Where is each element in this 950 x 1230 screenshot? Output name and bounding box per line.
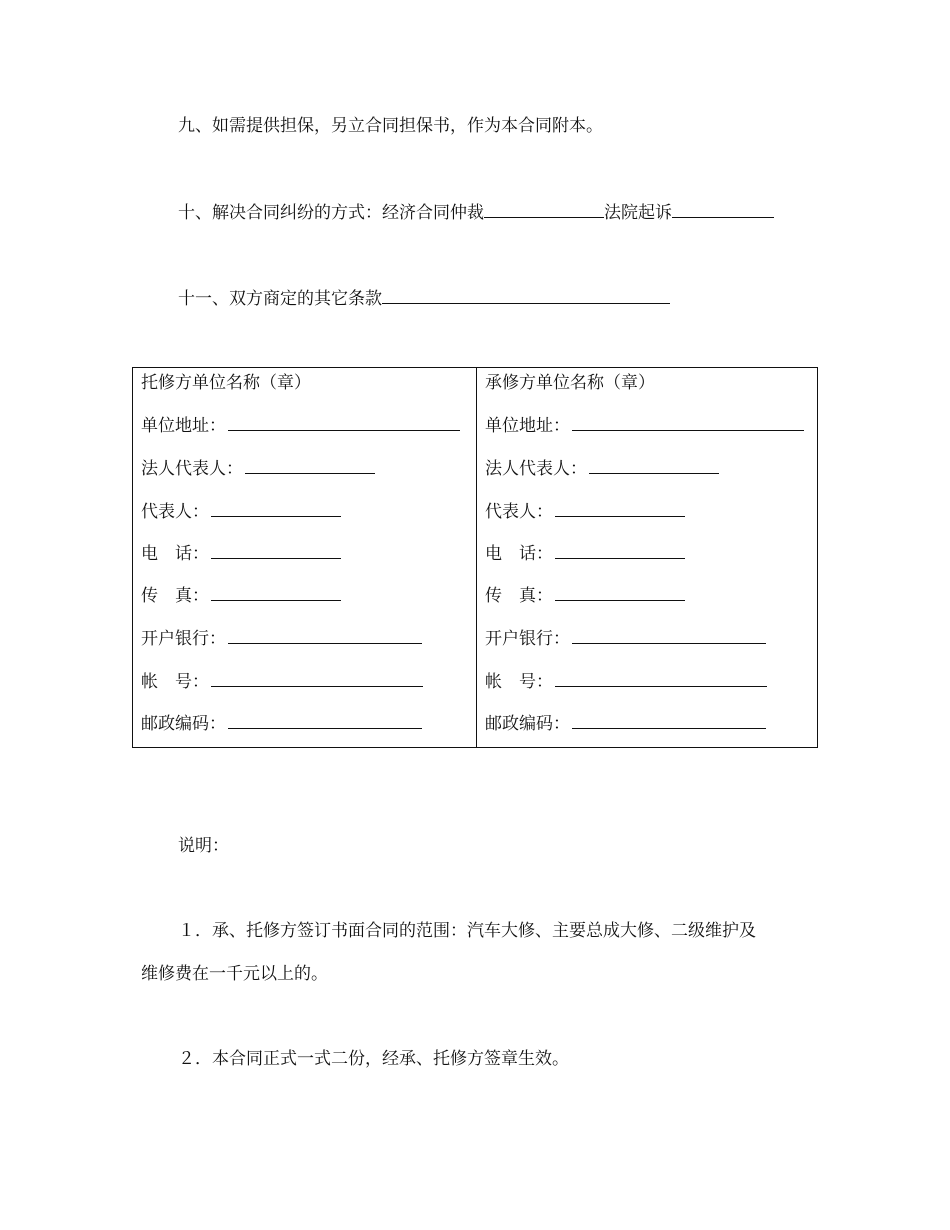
note-1-text-b: 维修费在一千元以上的。 xyxy=(141,964,328,984)
note-1-line-2 xyxy=(141,963,328,985)
notes-heading xyxy=(178,835,229,857)
left-postcode-field[interactable] xyxy=(228,712,422,729)
left-phone-row xyxy=(141,542,341,565)
left-bank-field[interactable] xyxy=(228,627,422,644)
party-info-table xyxy=(132,367,818,748)
left-account-row xyxy=(141,670,423,693)
notes-heading-text: 说明： xyxy=(178,836,229,856)
right-address-row xyxy=(485,414,804,437)
right-postcode-label: 邮政编码： xyxy=(485,714,570,734)
right-title xyxy=(485,372,655,394)
left-bank-row xyxy=(141,627,422,650)
right-bank-field[interactable] xyxy=(572,627,766,644)
clause-10-text-a: 十、解决合同纠纷的方式：经济合同仲裁 xyxy=(178,203,484,223)
left-fax-row xyxy=(141,584,341,607)
court-blank[interactable] xyxy=(672,200,774,218)
right-postcode-row xyxy=(485,712,766,735)
left-rep-field[interactable] xyxy=(211,500,341,517)
right-rep-row xyxy=(485,500,685,523)
note-1-text-a: １．承、托修方签订书面合同的范围：汽车大修、主要总成大修、二级维护及 xyxy=(178,921,756,941)
left-postcode-label: 邮政编码： xyxy=(141,714,226,734)
right-address-field[interactable] xyxy=(572,414,804,431)
right-account-row xyxy=(485,670,767,693)
left-rep-row xyxy=(141,500,341,523)
left-address-row xyxy=(141,414,460,437)
left-phone-field[interactable] xyxy=(211,542,341,559)
right-rep-label: 代表人： xyxy=(485,502,553,522)
right-legal-rep-field[interactable] xyxy=(589,457,719,474)
left-address-label: 单位地址： xyxy=(141,416,226,436)
right-fax-field[interactable] xyxy=(555,584,685,601)
right-fax-label: 传 真： xyxy=(485,586,553,606)
other-terms-blank[interactable] xyxy=(382,286,670,304)
left-fax-field[interactable] xyxy=(211,584,341,601)
right-account-field[interactable] xyxy=(555,670,767,687)
right-phone-row xyxy=(485,542,685,565)
arbitration-blank[interactable] xyxy=(484,200,604,218)
right-phone-field[interactable] xyxy=(555,542,685,559)
right-legal-rep-row xyxy=(485,457,719,480)
right-postcode-field[interactable] xyxy=(572,712,766,729)
right-address-label: 单位地址： xyxy=(485,416,570,436)
clause-10-text-b: 法院起诉 xyxy=(604,203,672,223)
left-rep-label: 代表人： xyxy=(141,502,209,522)
note-2-text: ２．本合同正式一式二份，经承、托修方签章生效。 xyxy=(178,1049,569,1069)
right-title-text: 承修方单位名称（章） xyxy=(485,373,655,393)
left-account-field[interactable] xyxy=(211,670,423,687)
clause-10 xyxy=(178,200,774,224)
left-legal-rep-label: 法人代表人： xyxy=(141,459,243,479)
left-legal-rep-row xyxy=(141,457,375,480)
left-title xyxy=(141,372,311,394)
clause-11-text: 十一、双方商定的其它条款 xyxy=(178,289,382,309)
left-account-label: 帐 号： xyxy=(141,672,209,692)
right-account-label: 帐 号： xyxy=(485,672,553,692)
left-postcode-row xyxy=(141,712,422,735)
left-address-field[interactable] xyxy=(228,414,460,431)
right-rep-field[interactable] xyxy=(555,500,685,517)
clause-11 xyxy=(178,286,670,310)
right-legal-rep-label: 法人代表人： xyxy=(485,459,587,479)
clause-9-text: 九、如需提供担保，另立合同担保书，作为本合同附本。 xyxy=(178,116,603,136)
right-bank-row xyxy=(485,627,766,650)
left-title-text: 托修方单位名称（章） xyxy=(141,373,311,393)
left-legal-rep-field[interactable] xyxy=(245,457,375,474)
left-phone-label: 电 话： xyxy=(141,544,209,564)
left-bank-label: 开户银行： xyxy=(141,629,226,649)
right-phone-label: 电 话： xyxy=(485,544,553,564)
right-fax-row xyxy=(485,584,685,607)
clause-9 xyxy=(178,115,603,137)
note-2 xyxy=(178,1048,569,1070)
table-divider xyxy=(476,368,477,747)
left-fax-label: 传 真： xyxy=(141,586,209,606)
note-1-line-1 xyxy=(178,920,756,942)
right-bank-label: 开户银行： xyxy=(485,629,570,649)
